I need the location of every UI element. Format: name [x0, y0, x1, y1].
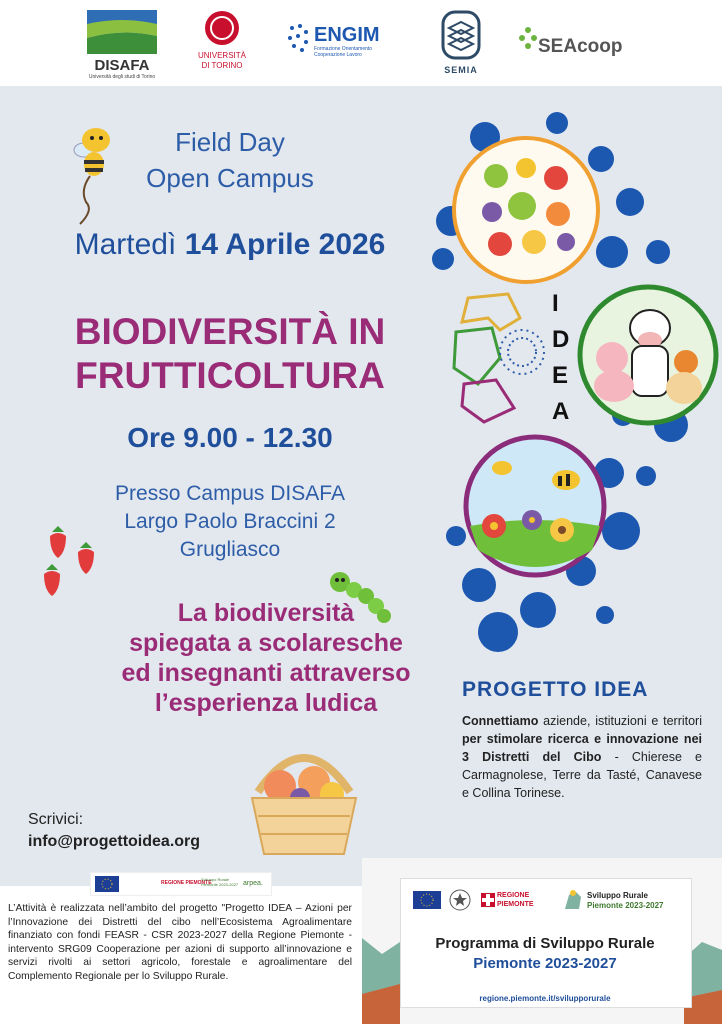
psr-sviluppo-sub: Piemonte 2023-2027	[587, 901, 664, 910]
seacoop-name: SEAcoop	[538, 36, 623, 57]
idea-letter-i: I	[552, 290, 559, 317]
blue-dot	[636, 466, 656, 486]
title-line-1: BIODIVERSITÀ IN	[74, 311, 386, 352]
desc-line-3: ed insegnanti attraverso	[121, 659, 411, 687]
event-place	[60, 480, 400, 564]
blue-dot	[616, 188, 644, 216]
psr-sviluppo: Sviluppo Rurale	[587, 891, 648, 900]
unito-seal-icon	[204, 10, 240, 46]
event-hours: Ore 9.00 - 12.30	[127, 422, 333, 453]
engim-sub: Formazione Orientamento Cooperazione Lavoro	[314, 46, 373, 58]
project-text-1: aziende, istituzioni e territori	[538, 714, 702, 728]
psr-regione: REGIONE PIEMONTE	[497, 892, 534, 908]
blue-dot	[546, 112, 568, 134]
project-bold-2: per stimolare ricerca e innovazione nei 3 Distretti del Cibo	[462, 732, 702, 764]
blue-dot	[520, 592, 556, 628]
contact-email[interactable]: info@progettoidea.org	[28, 833, 201, 850]
strip-regione: REGIONE PIEMONTE	[161, 880, 212, 886]
event-date	[40, 228, 420, 262]
idea-letter-a: A	[552, 398, 570, 425]
seacoop-dots-icon	[518, 26, 538, 56]
funding-logos-strip	[90, 872, 272, 896]
blue-dot	[646, 240, 670, 264]
desc-line-2: spiegata a scolaresche	[129, 629, 403, 657]
desc-line-4: l’esperienza ludica	[154, 689, 378, 717]
psr-line-1: Programma di Sviluppo Rurale	[435, 935, 655, 952]
fruit-basket-icon	[244, 736, 364, 860]
project-text-2: - Chierese e Carmagnolese, Terre da Tasté, Canavese e Collina Torinese.	[462, 750, 702, 800]
blue-dot	[478, 612, 518, 652]
farm-animals-image	[576, 284, 720, 426]
open-campus-text: Open Campus	[146, 163, 314, 193]
sviluppo-rurale-icon	[561, 887, 585, 913]
idea-letter-d: D	[552, 326, 570, 353]
semia-seed-icon	[441, 10, 481, 60]
unito-name: UNIVERSITÀ DI TORINO	[197, 51, 246, 70]
eu-flag-icon	[95, 876, 119, 892]
field-day-text: Field Day	[175, 127, 285, 157]
logo-bar	[0, 0, 722, 86]
idea-letter-e: E	[552, 362, 569, 389]
title-line-2: FRUTTICOLTURA	[75, 355, 385, 396]
unito-logo	[196, 10, 248, 71]
engim-dots-icon	[286, 20, 312, 58]
event-title	[30, 310, 430, 398]
piemonte-flag-icon	[481, 893, 495, 907]
disafa-fields-icon	[87, 10, 157, 54]
place-line-2: Largo Paolo Braccini 2	[124, 510, 336, 533]
fruit-circle-image	[452, 136, 600, 284]
semia-logo	[438, 10, 484, 75]
districts-map-icon	[448, 288, 548, 428]
bees-flowers-image	[462, 434, 608, 578]
psr-line-2: Piemonte 2023-2027	[473, 955, 617, 972]
engim-name: ENGIM	[314, 24, 380, 46]
disafa-name: DISAFA	[94, 57, 150, 74]
blue-dot	[596, 606, 614, 624]
italy-emblem-icon	[449, 889, 471, 911]
semia-name: SEMIA	[444, 65, 478, 75]
project-bold-1: Connettiamo	[462, 714, 539, 728]
legal-text: L’Attività è realizzata nell’ambito del progetto "Progetto IDEA – Azioni per l’Innovazione dei Distretti del cibo nell’Ecosistema Agroalimentare finanziato con fondi FEASR - CSR 2023-2027 della Regione Piemonte - intervento SRG09 Cooperazione per azioni di supporto all’innovazione e servizi rivolti ai settori agricolo, forestale e agroalimentare del Complemento Regionale per lo Sviluppo Rurale.	[8, 903, 352, 982]
event-subtitle	[110, 124, 350, 196]
date-value: 14 Aprile 2026	[184, 228, 386, 261]
project-description	[462, 712, 702, 802]
blue-dot	[596, 236, 628, 268]
eu-flag-icon	[413, 891, 441, 909]
strip-sviluppo: Sviluppo Rurale Piemonte 2023-2027	[201, 877, 239, 887]
disafa-sub: Università degli studi di Torino	[88, 74, 156, 80]
disafa-logo	[86, 10, 158, 80]
psr-url[interactable]: regione.piemonte.it/svilupporurale	[479, 994, 611, 1003]
contact-label: Scrivici:	[28, 811, 84, 828]
day-prefix: Martedì	[74, 228, 177, 261]
place-line-1: Presso Campus DISAFA	[115, 482, 345, 505]
project-title: PROGETTO IDEA	[462, 678, 649, 701]
blue-dot	[432, 248, 454, 270]
desc-line-1: La biodiversità	[177, 599, 355, 627]
strip-arpea: arpea.	[243, 880, 263, 887]
place-line-3: Grugliasco	[179, 538, 281, 561]
strawberries-icon	[40, 522, 106, 600]
event-description	[96, 598, 436, 718]
